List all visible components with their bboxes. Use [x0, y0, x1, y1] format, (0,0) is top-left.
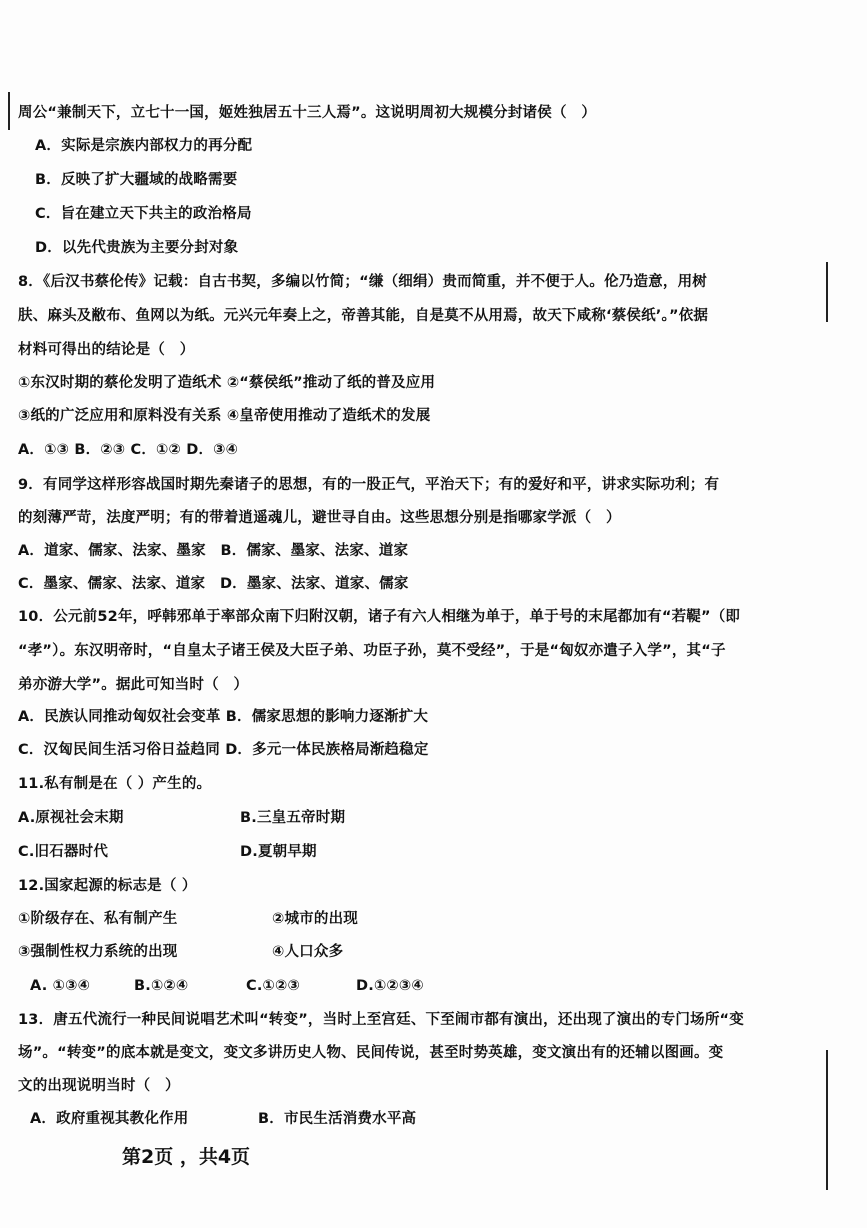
question-11-option-d: D.夏朝早期	[240, 844, 317, 860]
question-8-stem-line-2: 肤、麻头及敝布、鱼网以为纸。元兴元年奏上之，帝善其能，自是莫不从用焉，故天下咸称‘蔡侯纸’。”依据	[18, 308, 709, 324]
question-9-stem-line-1: 9．有同学这样形容战国时期先秦诸子的思想，有的一股正气，平治天下；有的爱好和平，讲求实际功利；有	[18, 477, 720, 493]
question-7-option-b: B．反映了扩大疆域的战略需要	[35, 172, 238, 188]
question-9-options-ab: A．道家、儒家、法家、墨家 B．儒家、墨家、法家、道家	[18, 543, 409, 559]
question-8-statements-1: ①东汉时期的蔡伦发明了造纸术 ②“蔡侯纸”推动了纸的普及应用	[18, 375, 436, 391]
question-7-option-a: A．实际是宗族内部权力的再分配	[35, 138, 253, 154]
question-12-option-a: A. ①③④	[30, 978, 91, 994]
question-8-options: A．①③ B．②③ C．①② D．③④	[18, 442, 239, 458]
question-12-statement-1: ①阶级存在、私有制产生	[18, 911, 178, 927]
question-7-option-d: D．以先代贵族为主要分封对象	[35, 240, 239, 256]
question-12-option-b: B.①②④	[134, 978, 189, 994]
question-10-options-cd: C．汉匈民间生活习俗日益趋同 D．多元一体民族格局渐趋稳定	[18, 742, 429, 758]
question-11-option-c: C.旧石器时代	[18, 844, 109, 860]
scan-edge-mark-right-1	[826, 262, 828, 322]
question-12-option-c: C.①②③	[246, 978, 300, 994]
scan-edge-mark-right-2	[826, 1050, 828, 1190]
question-12-statement-3: ③强制性权力系统的出现	[18, 944, 178, 960]
question-10-stem-line-1: 10．公元前52年，呼韩邪单于率部众南下归附汉朝，诸子有六人相继为单于，单于号的末尾都加有“若鞮”（即	[18, 609, 741, 625]
question-13-option-b: B．市民生活消费水平高	[258, 1111, 417, 1127]
question-10-options-ab: A．民族认同推动匈奴社会变革 B．儒家思想的影响力逐渐扩大	[18, 709, 429, 725]
question-10-stem-line-2: “孝”）。东汉明帝时，“自皇太子诸王侯及大臣子弟、功臣子孙，莫不受经”，于是“匈奴亦遣子入学”，其“子	[18, 643, 726, 659]
question-12-statement-2: ②城市的出现	[272, 911, 358, 927]
question-13-stem-line-1: 13．唐五代流行一种民间说唱艺术叫“转变”，当时上至宫廷、下至闹市都有演出，还出现了演出的专门场所“变	[18, 1012, 744, 1028]
question-7-stem: 周公“兼制天下，立七十一国，姬姓独居五十三人焉”。这说明周初大规模分封诸侯（ ）	[18, 105, 597, 121]
question-13-stem-line-2: 场”。“转变”的底本就是变文，变文多讲历史人物、民间传说，甚至时势英雄，变文演出有的还辅以图画。变	[18, 1045, 724, 1061]
question-8-stem-line-1: 8．《后汉书蔡伦传》记载：自古书契，多编以竹简；“缣（细绢）贵而简重，并不便于人。伦乃造意，用树	[18, 274, 707, 290]
question-11-option-b: B.三皇五帝时期	[240, 810, 346, 826]
question-13-stem-line-3: 文的出现说明当时（ ）	[18, 1078, 180, 1094]
question-11-option-a: A.原视社会末期	[18, 810, 124, 826]
scan-edge-mark-left	[8, 92, 10, 130]
page-number: 第2页 ，共4页	[122, 1146, 251, 1168]
question-12-option-d: D.①②③④	[356, 978, 424, 994]
question-12-stem: 12.国家起源的标志是（ ）	[18, 878, 197, 894]
question-9-options-cd: C．墨家、儒家、法家、道家 D．墨家、法家、道家、儒家	[18, 576, 409, 592]
question-7-option-c: C．旨在建立天下共主的政治格局	[35, 206, 252, 222]
question-13-option-a: A．政府重视其教化作用	[30, 1111, 189, 1127]
question-11-stem: 11.私有制是在（ ）产生的。	[18, 776, 212, 792]
question-8-stem-line-3: 材料可得出的结论是（ ）	[18, 342, 195, 358]
question-8-statements-2: ③纸的广泛应用和原料没有关系 ④皇帝使用推动了造纸术的发展	[18, 408, 431, 424]
question-12-statement-4: ④人口众多	[272, 944, 344, 960]
question-9-stem-line-2: 的刻薄严苛，法度严明；有的带着逍遥魂儿，避世寻自由。这些思想分别是指哪家学派（ ）	[18, 510, 621, 526]
question-10-stem-line-3: 弟亦游大学”。据此可知当时（ ）	[18, 677, 249, 693]
